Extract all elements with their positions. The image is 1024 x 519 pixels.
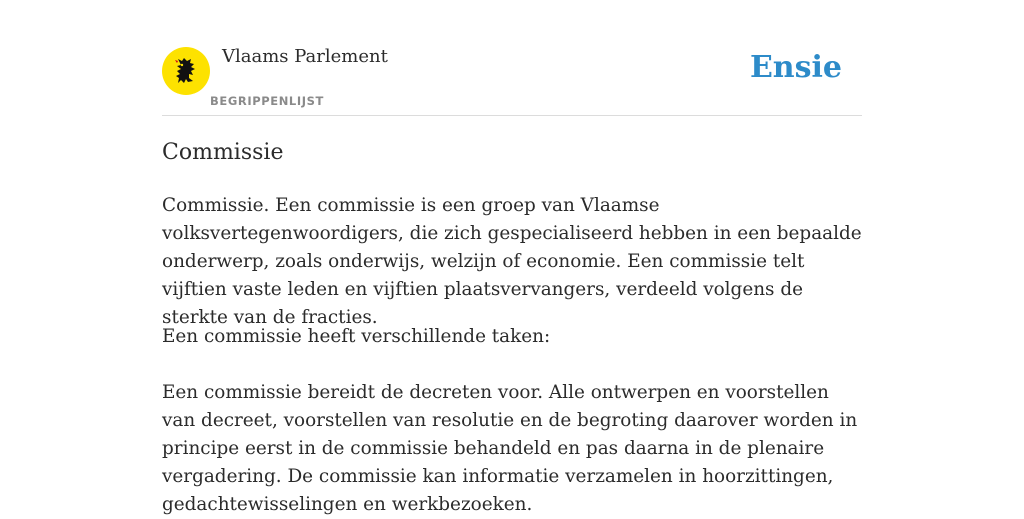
category-label[interactable]: BEGRIPPENLIJST xyxy=(210,94,324,108)
page xyxy=(162,0,862,515)
paragraph-tasks-intro: Een commissie heeft verschillende taken: xyxy=(162,326,551,347)
page-title: Commissie xyxy=(162,140,284,165)
flemish-lion-icon xyxy=(169,54,203,88)
brand-logo[interactable]: Ensie xyxy=(749,50,842,85)
paragraph-task-decrees: Een commissie bereidt de decreten voor. Alle ontwerpen en voorstellen van decreet, voorstellen van resolutie en de begroting daarover worden in principe eerst in de commissie behandeld en pas daarna in de plenaire vergadering. De commissie kan informatie verzamelen in hoorzittingen, gedachtewisselingen en werkbezoeken. xyxy=(162,382,858,515)
header xyxy=(162,0,862,116)
source-name[interactable]: Vlaams Parlement xyxy=(222,46,388,67)
paragraph-definition: Commissie. Een commissie is een groep van Vlaamse volksvertegenwoordigers, die zich gespecialiseerd hebben in een bepaalde onderwerp, zoals onderwijs, welzijn of economie. Een commissie telt vijftien vaste leden en vijftien plaatsvervangers, verdeeld volgens de sterkte van de fracties. xyxy=(162,195,862,328)
source-logo[interactable] xyxy=(162,47,210,95)
